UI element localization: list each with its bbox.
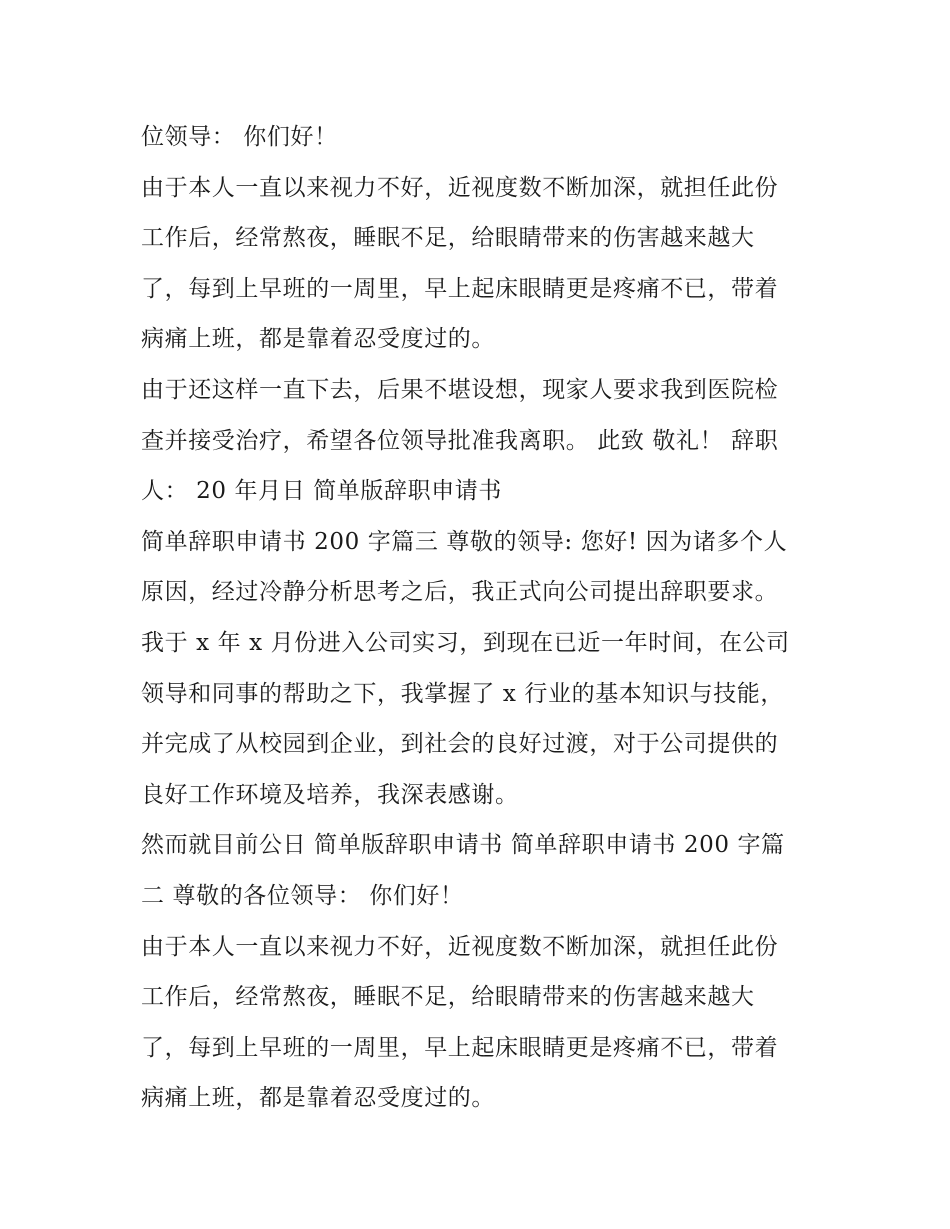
text-line-16: 二 尊敬的各位领导： 你们好！ bbox=[141, 882, 464, 909]
text-line-20: 病痛上班，都是靠着忍受度过的。 bbox=[141, 1085, 495, 1112]
text-line-7: 查并接受治疗，希望各位领导批准我离职。 此致 敬礼！ 辞职 bbox=[141, 427, 779, 454]
text-line-3: 工作后，经常熬夜，睡眠不足，给眼睛带来的伤害越来越大 bbox=[141, 225, 755, 252]
text-line-5: 病痛上班，都是靠着忍受度过的。 bbox=[141, 326, 495, 353]
text-line-6: 由于还这样一直下去，后果不堪设想，现家人要求我到医院检 bbox=[141, 376, 779, 403]
text-line-2: 由于本人一直以来视力不好，近视度数不断加深，就担任此份 bbox=[141, 174, 779, 201]
text-line-11: 我于 x 年 x 月份进入公司实习，到现在已近一年时间，在公司 bbox=[141, 629, 790, 656]
text-line-17: 由于本人一直以来视力不好，近视度数不断加深，就担任此份 bbox=[141, 933, 779, 960]
text-line-8: 人： 20 年月日 简单版辞职申请书 bbox=[141, 478, 502, 505]
text-line-19: 了，每到上早班的一周里，早上起床眼睛更是疼痛不已，带着 bbox=[141, 1034, 779, 1061]
document-body bbox=[141, 112, 821, 1124]
text-line-1: 位领导： 你们好！ bbox=[141, 124, 338, 150]
text-line-13: 并完成了从校园到企业，到社会的良好过渡，对于公司提供的 bbox=[141, 731, 779, 758]
text-line-10: 原因，经过冷静分析思考之后，我正式向公司提出辞职要求。 bbox=[141, 579, 779, 606]
text-line-9: 简单辞职申请书 200 字篇三 尊敬的领导: 您好! 因为诸多个人 bbox=[141, 528, 788, 555]
text-line-14: 良好工作环境及培养，我深表感谢。 bbox=[141, 781, 519, 808]
text-line-12: 领导和同事的帮助之下，我掌握了 x 行业的基本知识与技能， bbox=[141, 680, 784, 707]
text-line-4: 了，每到上早班的一周里，早上起床眼睛更是疼痛不已，带着 bbox=[141, 275, 779, 302]
text-line-18: 工作后，经常熬夜，睡眠不足，给眼睛带来的伤害越来越大 bbox=[141, 984, 755, 1011]
text-line-15: 然而就目前公日 简单版辞职申请书 简单辞职申请书 200 字篇 bbox=[141, 832, 785, 859]
